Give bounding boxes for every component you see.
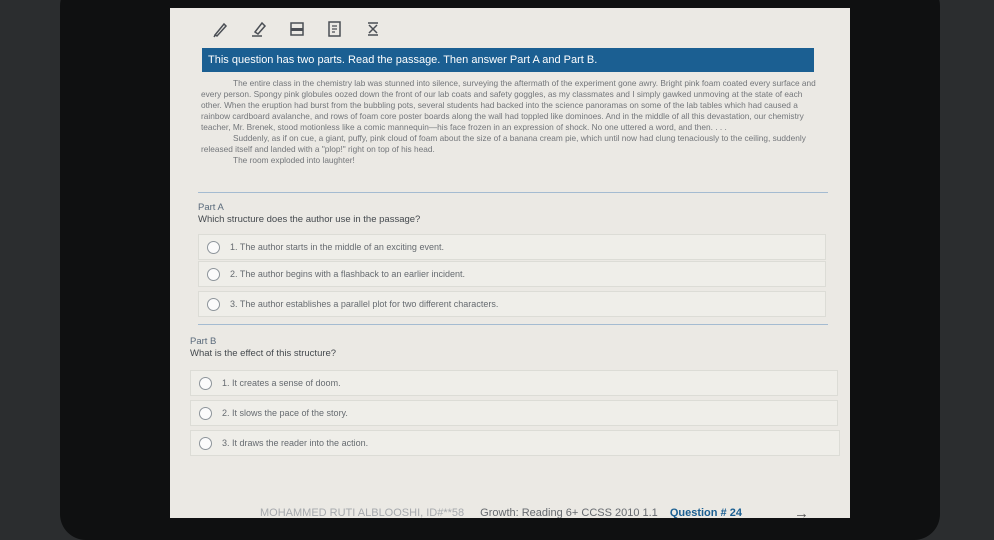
- passage-paragraph-2: Suddenly, as if on cue, a giant, puffy, pink cloud of foam about the size of a banana cream pie, which until now had clung tenaciously to the ceiling, suddenly released itself and landed with a "plop!" right on top of his head.: [201, 133, 806, 154]
- part-a-option-3[interactable]: [198, 291, 826, 317]
- student-name: MOHAMMED RUTI ALBLOOSHI, ID#**58: [260, 507, 465, 518]
- reading-passage: [201, 78, 819, 166]
- question-number: Question # 24: [669, 507, 742, 518]
- part-a-option-1[interactable]: [198, 234, 826, 260]
- option-text: 2. It slows the pace of the story.: [222, 408, 348, 418]
- radio-button[interactable]: [199, 437, 212, 450]
- highlighter-icon[interactable]: [248, 18, 270, 40]
- next-arrow-icon[interactable]: →: [793, 504, 809, 518]
- answer-eliminator-icon[interactable]: [362, 18, 384, 40]
- toolbar: [210, 14, 384, 44]
- test-screen: [170, 8, 850, 518]
- passage-paragraph-3: The room exploded into laughter!: [233, 155, 355, 165]
- part-a-label: Part A: [198, 202, 224, 213]
- option-text: 3. It draws the reader into the action.: [222, 438, 369, 448]
- option-text: 2. The author begins with a flashback to an earlier incident.: [230, 269, 465, 279]
- option-text: 1. It creates a sense of doom.: [222, 378, 341, 388]
- radio-button[interactable]: [207, 298, 220, 311]
- radio-button[interactable]: [199, 377, 212, 390]
- part-b-label: Part B: [190, 336, 217, 347]
- part-a-option-2[interactable]: [198, 261, 826, 287]
- passage-paragraph-1: The entire class in the chemistry lab was stunned into silence, surveying the aftermath of the experiment gone awry. Bright pink foam coated every surface and every person. Spongy pink globules oozed down the front of our lab coats and safety goggles, as my classmates and I simply gawked unmoving at the state of each other. When the eruption had burst from the bubbling pots, several students had backed into the science panoramas on some of the lab tables which had caused a rainbow cardboard avalanche, and rows of foam core poster boards along the wall had toppled like dominoes. And in the middle of all this devastation, our chemistry teacher, Mr. Brenek, stood motionless like a comic mannequin—his face frozen in an expression of shock. No one uttered a word, and then. . . .: [201, 78, 816, 132]
- pen-icon[interactable]: [210, 18, 232, 40]
- notepad-icon[interactable]: [324, 18, 346, 40]
- radio-button[interactable]: [207, 268, 220, 281]
- option-text: 1. The author starts in the middle of an exciting event.: [230, 242, 444, 252]
- test-name: Growth: Reading 6+ CCSS 2010 1.1: [480, 507, 658, 518]
- instructions-banner: This question has two parts. Read the passage. Then answer Part A and Part B.: [202, 48, 814, 72]
- option-text: 3. The author establishes a parallel plot for two different characters.: [230, 299, 499, 309]
- part-b-option-2[interactable]: [190, 400, 838, 426]
- part-divider: [198, 324, 828, 325]
- radio-button[interactable]: [207, 241, 220, 254]
- part-a-question: Which structure does the author use in the passage?: [198, 214, 421, 225]
- status-footer: [260, 502, 850, 518]
- part-b-option-3[interactable]: [190, 430, 840, 456]
- part-b-question: What is the effect of this structure?: [190, 348, 337, 359]
- passage-divider: [198, 192, 828, 193]
- line-reader-icon[interactable]: [286, 18, 308, 40]
- part-b-option-1[interactable]: [190, 370, 838, 396]
- radio-button[interactable]: [199, 407, 212, 420]
